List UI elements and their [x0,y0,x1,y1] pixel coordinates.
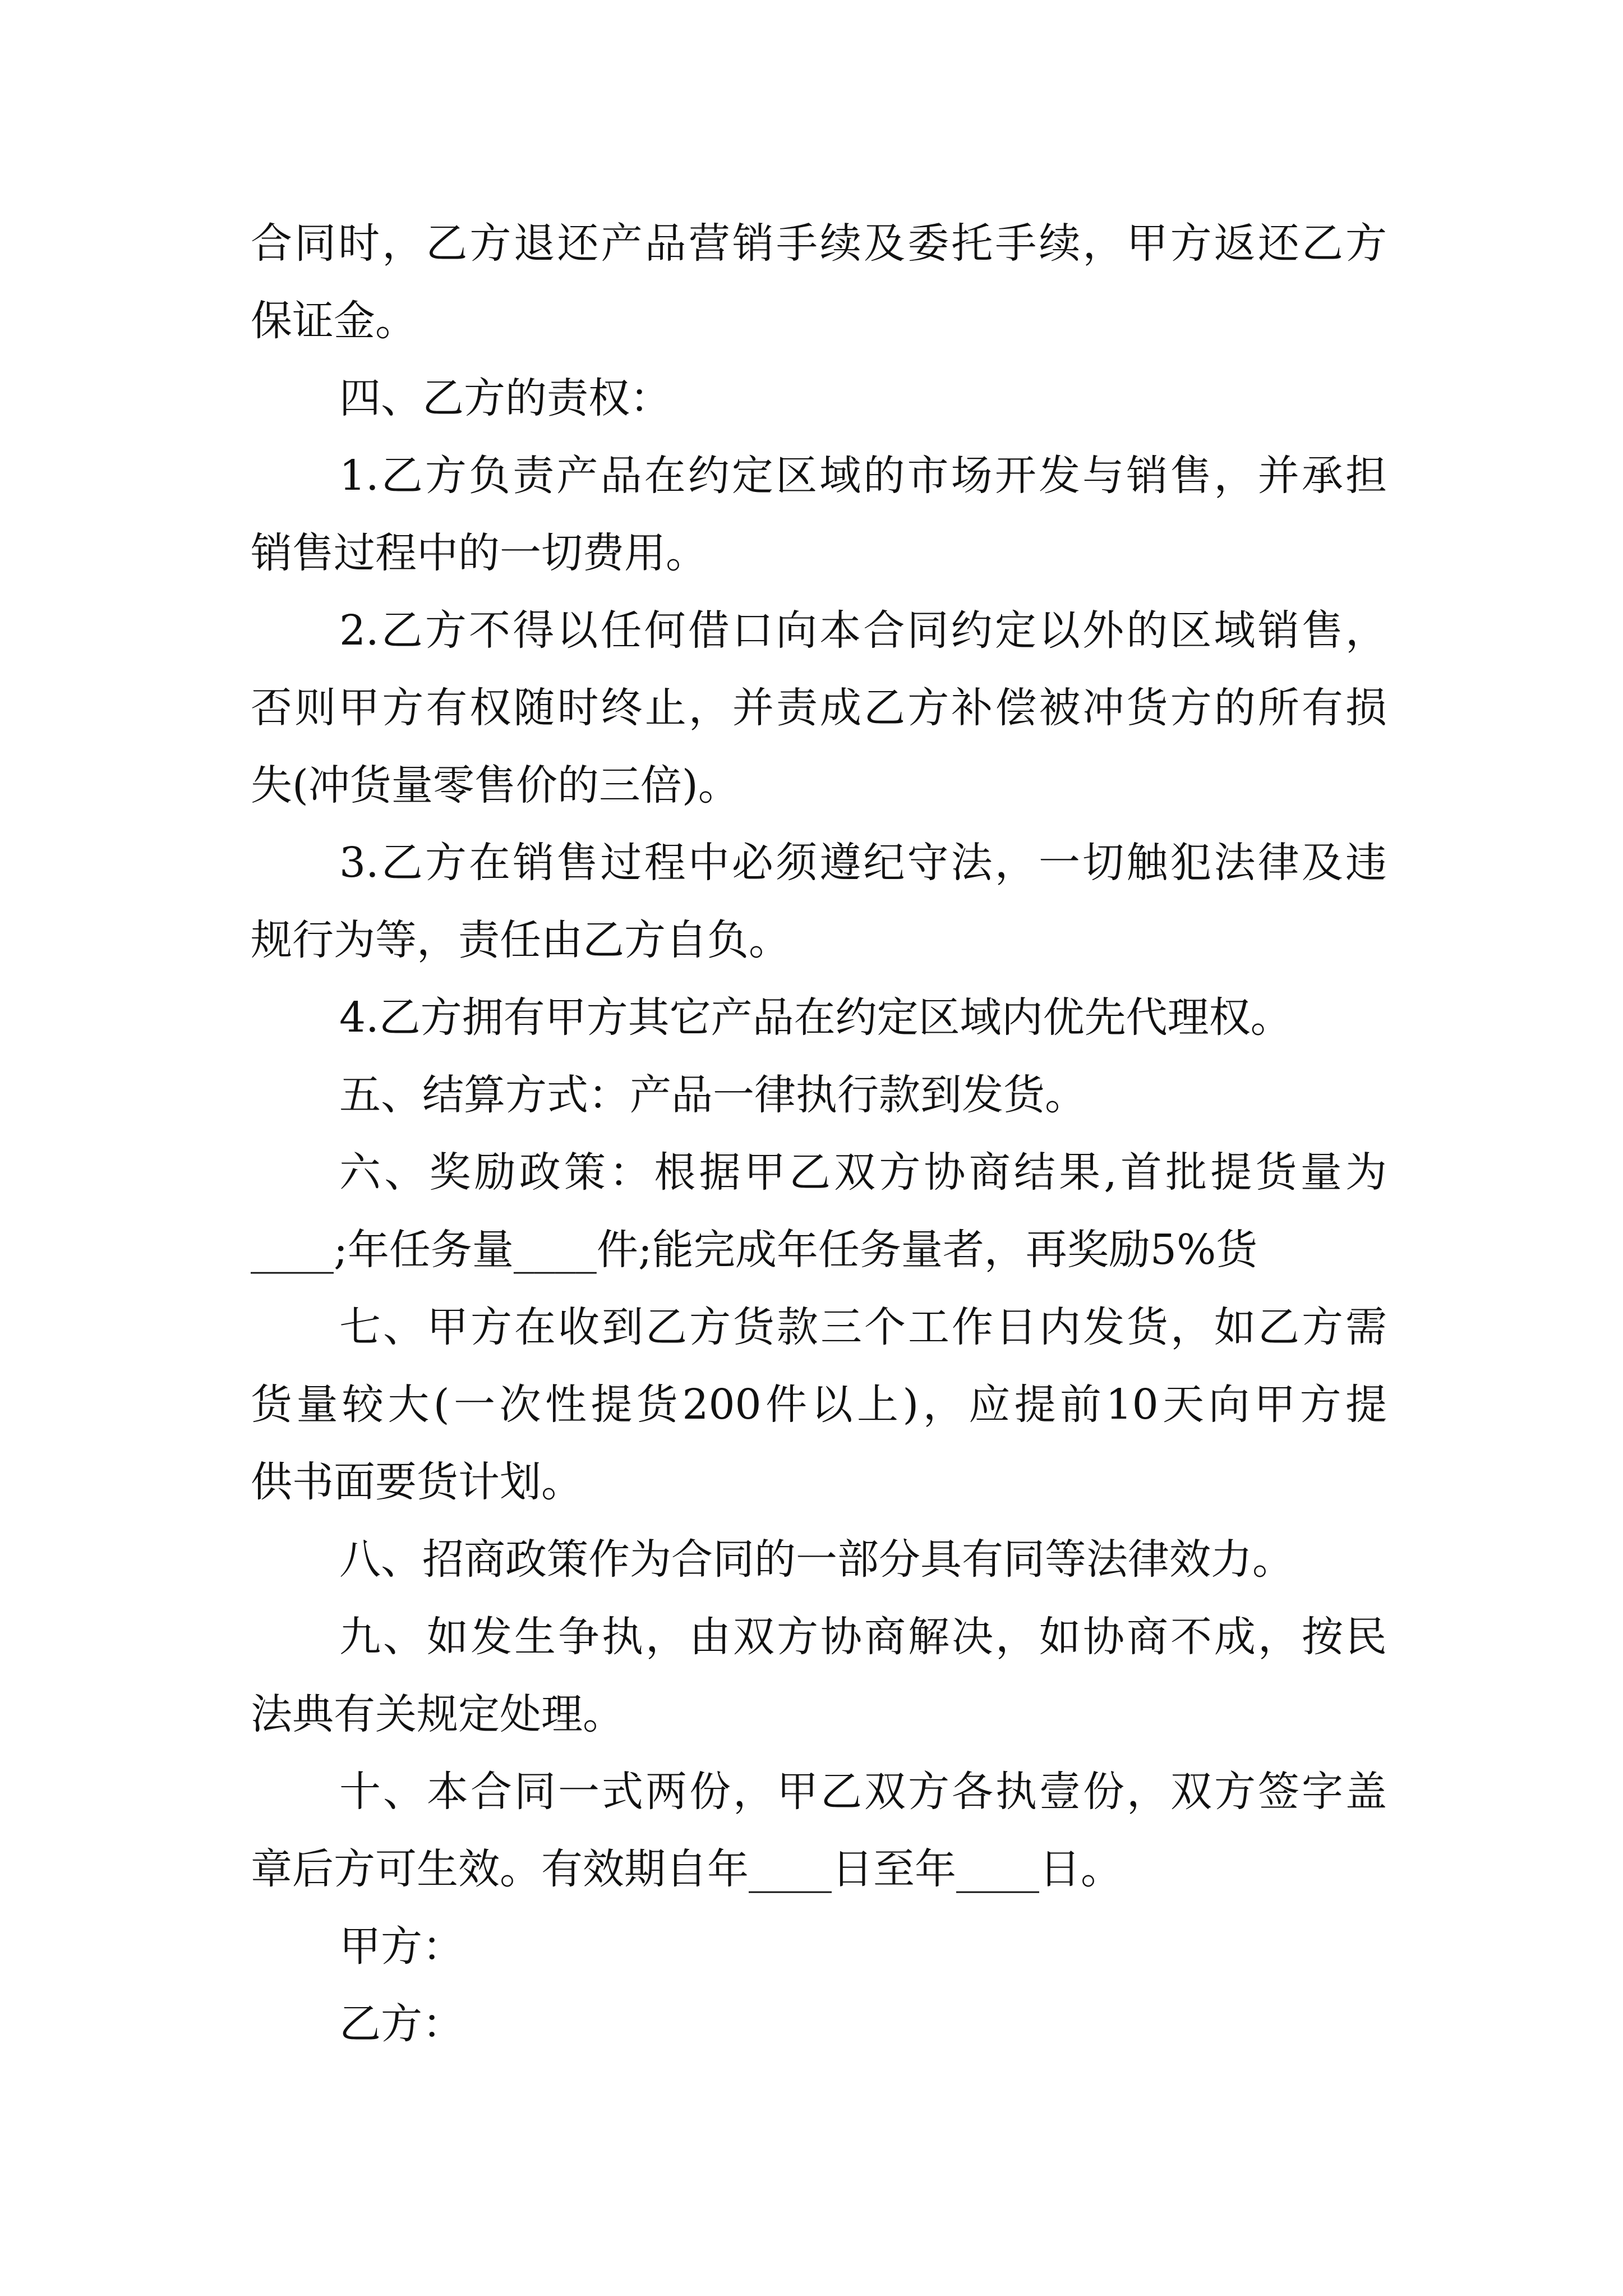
text-line: 章后方可生效。有效期自年____日至年____日。 [251,1845,1122,1893]
text-line: 七、甲方在收到乙方货款三个工作日内发货，如乙方需 [339,1303,1387,1351]
text-line: 六、奖励政策：根据甲乙双方协商结果,首批提货量为 [339,1148,1387,1197]
clause-three-continuation [251,205,1387,360]
text-line: 甲方： [339,1922,464,1971]
text-line: 十、本合同一式两份，甲乙双方各执壹份，双方签字盖 [339,1768,1387,1816]
text-line: 否则甲方有权随时终止，并责成乙方补偿被冲货方的所有损 [251,684,1387,732]
text-line: 规行为等，责任由乙方自负。 [251,916,790,964]
text-line: 八、招商政策作为合同的一部分具有同等法律效力。 [339,1535,1294,1584]
text-line: 九、如发生争执，由双方协商解决，如协商不成，按民 [339,1613,1387,1661]
clause-ten-validity [251,1753,1387,1908]
text-line: 合同时，乙方退还产品营销手续及委托手续，甲方返还乙方 [251,219,1387,268]
clause-seven-delivery [251,1289,1387,1521]
text-line: 法典有关规定处理。 [251,1690,624,1738]
clause-four-item-2 [251,592,1387,824]
text-line: 供书面要货计划。 [251,1458,583,1506]
text-line: 4.乙方拥有甲方其它产品在约定区域内优先代理权。 [339,993,1292,1042]
clause-four-item-3 [251,824,1387,979]
text-line: ____;年任务量____件;能完成年任务量者，再奖励5%货 [251,1226,1258,1274]
contract-document-body [251,205,1387,2063]
clause-four-heading [251,360,1387,437]
text-line: 销售过程中的一切费用。 [251,529,707,577]
clause-four-item-4 [251,979,1387,1056]
text-line: 五、结算方式：产品一律执行款到发货。 [339,1071,1086,1119]
signature-party-b [251,1985,1387,2063]
clause-four-item-1 [251,437,1387,592]
clause-nine-dispute [251,1598,1387,1753]
clause-eight-policy [251,1521,1387,1598]
text-line: 2.乙方不得以任何借口向本合同约定以外的区域销售， [339,606,1387,655]
clause-six-incentive [251,1134,1387,1289]
clause-five-settlement [251,1056,1387,1134]
text-line: 四、乙方的责权： [339,374,671,422]
text-line: 货量较大(一次性提货200件以上)，应提前10天向甲方提 [251,1381,1387,1429]
text-line: 1.乙方负责产品在约定区域的市场开发与销售，并承担 [339,452,1387,500]
signature-party-a [251,1908,1387,1985]
text-line: 保证金。 [251,297,417,345]
text-line: 乙方： [339,2000,464,2048]
text-line: 失(冲货量零售价的三倍)。 [251,761,740,809]
text-line: 3.乙方在销售过程中必须遵纪守法，一切触犯法律及违 [339,839,1387,887]
